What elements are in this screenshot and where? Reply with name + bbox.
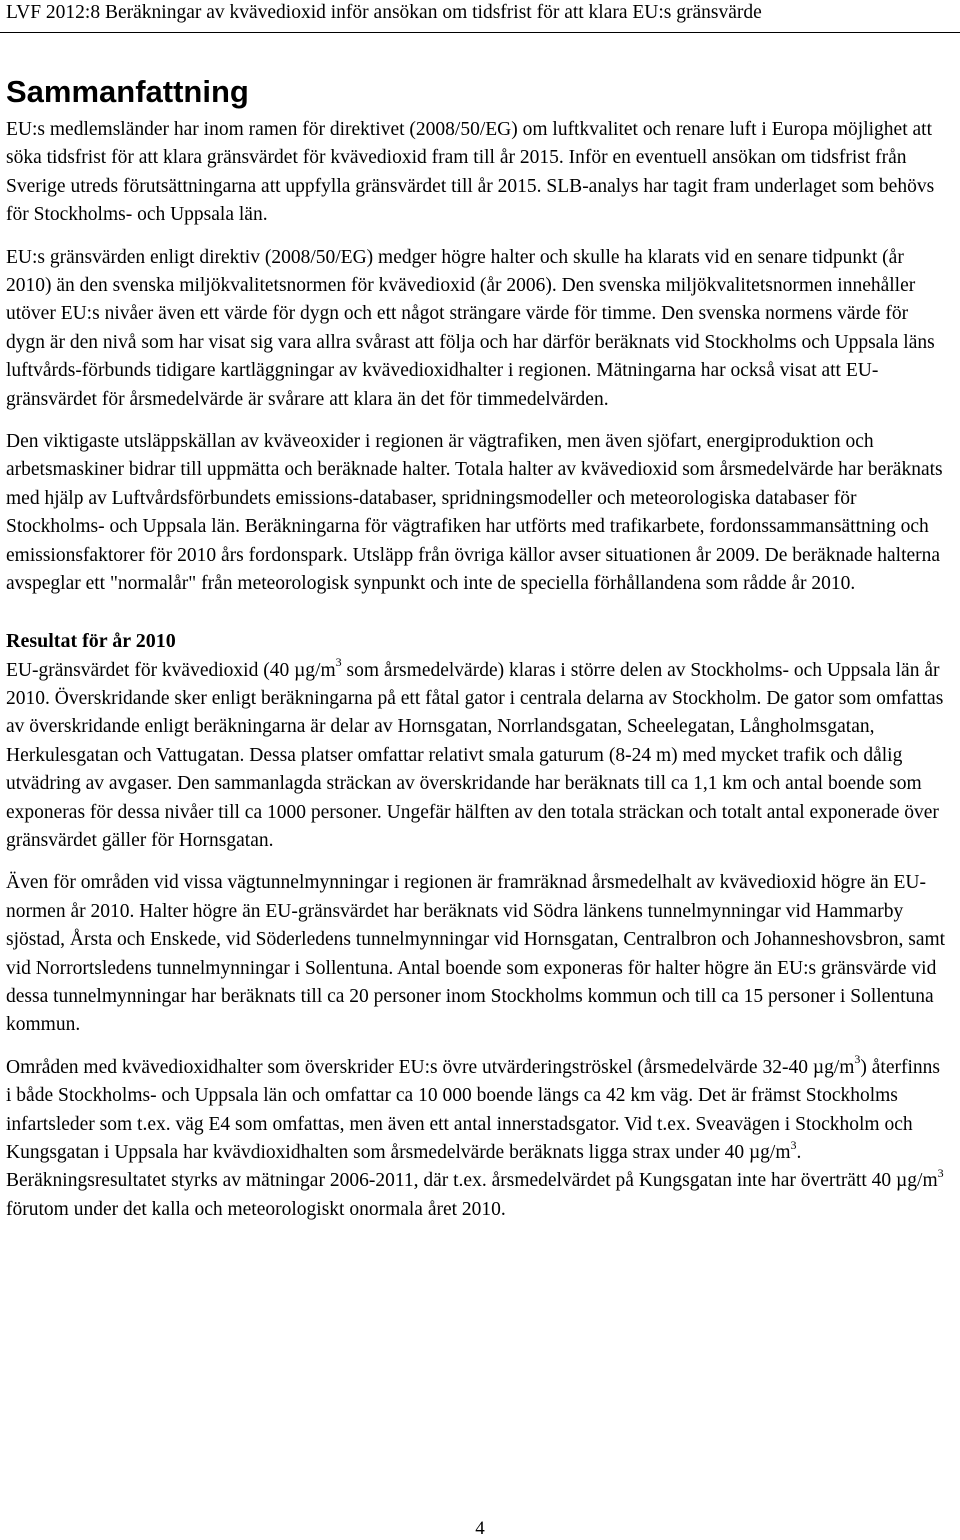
running-header: LVF 2012:8 Beräkningar av kvävedioxid inför ansökan om tidsfrist för att klara EU:s gränsvärde (6, 2, 762, 23)
document-body (6, 70, 950, 1224)
header-divider (0, 32, 960, 33)
results-paragraph-3 (6, 1054, 950, 1224)
summary-paragraph-1: EU:s medlemsländer har inom ramen för direktivet (2008/50/EG) om luftkvalitet och renare luft i Europa möjlighet att söka tidsfrist för att klara gränsvärdet för kvävedioxid fram till år 2015. Inför en eventuell ansökan om tidsfrist från Sverige utreds förutsättningarna att uppfylla gränsvärdet till år 2015. SLB-analys har tagit fram underlaget som behövs för Stockholms- och Uppsala län. (6, 119, 935, 226)
results-p1-text-a: EU-gränsvärdet för kvävedioxid (40 µg/m (6, 659, 336, 681)
superscript: 3 (937, 1165, 944, 1180)
summary-heading: Sammanfattning (6, 74, 249, 109)
results-p1-text-b: som årsmedelvärde) klaras i större delen av Stockholms- och Uppsala län år 2010. Överskridande sker enligt beräkningarna på ett fåtal gator i centrala delarna av Stockholm. De gator som omfattas av överskridande enligt beräkningarna är delar av Hornsgatan, Norrlandsgatan, Scheelegatan, Långholmsgatan, Herkulesgatan och Vattugatan. Dessa platser omfattar relativt smala gaturum (8-24 m) med mycket trafik och dålig utvädring av avgaser. Den sammanlagda sträckan av överskridande har beräknats till ca 1,1 km och antal boende som exponeras för dessa nivåer till ca 1000 personer. Ungefär hälften av den totala sträckan och totalt antal exponerade över gränsvärdet gäller för Hornsgatan. (6, 659, 944, 851)
results-p3-text-c: . Beräkningsresultatet styrks av mätningar 2006-2011, där t.ex. årsmedelvärdet på Kungsgatan inte har överträtt 40 µg/m (6, 1142, 938, 1192)
results-heading: Resultat för år 2010 (6, 629, 176, 652)
page-number: 4 (475, 1518, 485, 1539)
summary-paragraph-2: EU:s gränsvärden enligt direktiv (2008/50/EG) medger högre halter och skulle ha klarats vid en senare tidpunkt (år 2010) än den svenska miljökvalitetsnormen för kvävedioxid (år 2006). Den svenska miljökvalitetsnormen innehåller utöver EU:s nivåer även ett värde för dygn och ett något strängare värde för timme. Den svenska normens värde för dygn är den nivå som har visat sig vara allra svårast att följa och har därför beräknats vid Stockholms och Uppsala läns luftvårds-förbunds tidigare kartläggningar av kvävedioxidhalter i regionen. Mätningarna har också visat att EU-gränsvärdet för årsmedelvärde är svårare att klara än det för timmedelvärden. (6, 246, 935, 410)
superscript: 3 (335, 655, 342, 669)
results-p3-text-b: ) återfinns i både Stockholms- och Uppsala län och omfattar ca 10 000 boende längs ca 42 km väg. Det är främst Stockholms infartsleder som t.ex. väg E4 som omfattas, men även ett antal innerstadsgator. Vid t.ex. Sveavägen i Stockholm och Kungsgatan i Uppsala har kvävdioxidhalten som årsmedelvärde beräknats ligga strax under 40 µg/m (6, 1056, 940, 1163)
superscript: 3 (790, 1137, 797, 1152)
results-p3-text-a: Områden med kvävedioxidhalter som överskrider EU:s övre utvärderingströskel (årsmedelvärde 32-40 µg/m (6, 1056, 855, 1078)
results-p3-text-d: förutom under det kalla och meteorologiskt onormala året 2010. (6, 1198, 506, 1220)
summary-paragraph-3: Den viktigaste utsläppskällan av kväveoxider i regionen är vägtrafiken, men även sjöfart, energiproduktion och arbetsmaskiner bidrar till uppmätta och beräknade halter. Totala halter av kvävedioxid som årsmedelvärde har beräknats med hjälp av Luftvårdsförbundets emissions-databaser, spridningsmodeller och meteorologiska databaser för Stockholms- och Uppsala län. Beräkningarna för vägtrafiken har utförts med trafikarbete, fordonssammansättning och emissionsfaktorer för 2010 års fordonspark. Utsläpp från övriga källor avser situationen år 2009. De beräknade halterna avspeglar ett "normalår" från meteorologisk synpunkt och inte de speciella förhållandena som rådde år 2010. (6, 431, 943, 595)
results-paragraph-2: Även för områden vid vissa vägtunnelmynningar i regionen är framräknad årsmedelhalt av kvävedioxid högre än EU-normen år 2010. Halter högre än EU-gränsvärdet har beräknats vid Södra länkens tunnelmynningar vid Hammarby sjöstad, Årsta och Enskede, vid Söderledens tunnelmynningar vid Hornsgatan, Centralbron och Johanneshovsbron, samt vid Norrortsledens tunnelmynningar i Sollentuna. Antal boende som exponeras för halter högre än EU:s gränsvärde vid dessa tunnelmynningar har beräknats till ca 20 personer inom Stockholms kommun och till ca 15 personer i Sollentuna kommun. (6, 872, 946, 1036)
results-paragraph-1 (6, 657, 950, 856)
superscript: 3 (854, 1052, 861, 1067)
